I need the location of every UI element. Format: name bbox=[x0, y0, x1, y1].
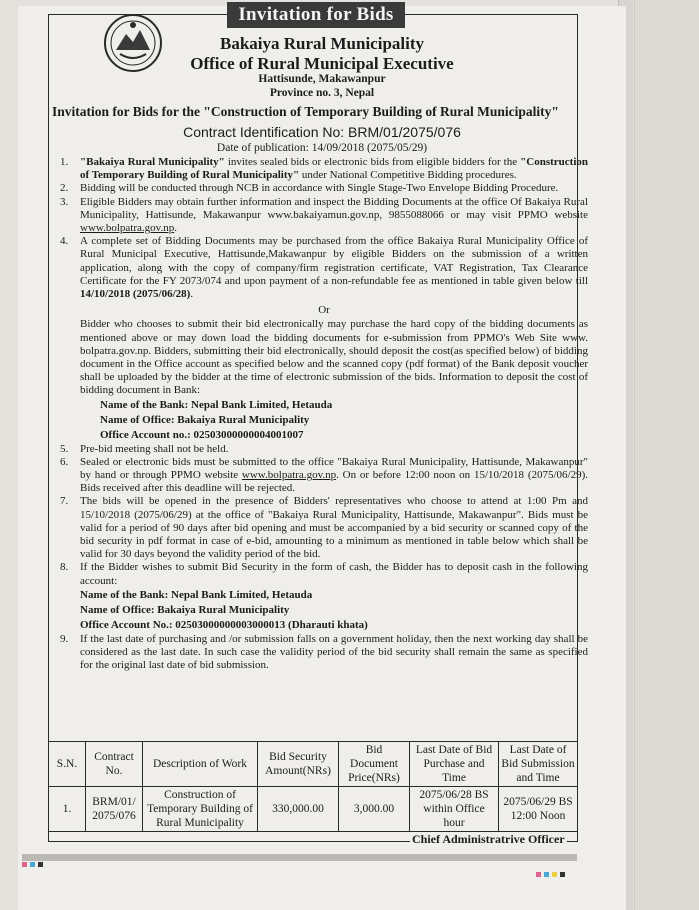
clause-2: 2. Bidding will be conducted through NCB in accordance with Single Stage-Two Envelope Bidding Procedure. bbox=[60, 182, 559, 195]
clause-1: 1. "Bakaiya Rural Municipality" invites sealed bids or electronic bids from eligible bidders for the "Construction of Temporary Building of Rural Municipality" under National Competitive Bidding procedures. bbox=[60, 156, 588, 182]
print-color-marks-right bbox=[536, 864, 568, 870]
table-cell: 1. bbox=[49, 787, 86, 832]
bank-details-bid-security: Name of the Bank: Nepal Bank Limited, Hetauda Name of Office: Bakaiya Rural Municipality Office Account No.: 02503000000003000013 (Dharauti khata) bbox=[80, 588, 368, 631]
notice-subject: Invitation for Bids for the "Construction of Temporary Building of Rural Municipality" bbox=[52, 104, 559, 119]
office-address: Hattisunde, Makawanpur bbox=[258, 73, 386, 85]
contract-identification: Contract Identification No: BRM/01/2075/076 bbox=[183, 124, 461, 140]
office-name: Office of Rural Municipal Executive bbox=[190, 54, 454, 73]
signatory-title: Chief Administratrive Officer bbox=[412, 832, 565, 846]
table-cell: 2075/06/29 BS 12:00 Noon bbox=[499, 787, 578, 832]
clause-4-electronic: Bidder who chooses to submit their bid electronically may purchase the hard copy of the bidding documents as mentioned above or may down load the bidding documents for e-submission from PPMO's Web Site www. bolpatra.gov.np. Bidders, submitting their bid electronically, should deposit the cost(as specified below) of bidding document in the Office account as specified below and the scanned copy (pdf format) of the Bank deposit voucher shall be uploaded by the bidder at the time of electronic submission of the bids. Information to deposit the cost of bidding document in Bank: bbox=[80, 318, 588, 397]
ppmo-website-link[interactable]: www.bolpatra.gov.np bbox=[241, 469, 337, 482]
table-cell: BRM/01/ 2075/076 bbox=[86, 787, 143, 832]
newspaper-notice bbox=[18, 6, 626, 910]
column-header: Last Date of Bid Purchase and Time bbox=[410, 742, 499, 787]
bank-details-document-fee: Name of the Bank: Nepal Bank Limited, Hetauda Name of Office: Bakaiya Rural Municipality Office Account no.: 02503000000004001007 bbox=[100, 398, 333, 441]
province: Province no. 3, Nepal bbox=[269, 87, 375, 99]
column-header: Bid Security Amount(NRs) bbox=[258, 742, 339, 787]
print-color-marks-left bbox=[22, 854, 46, 860]
table-row bbox=[49, 787, 578, 832]
municipality-name: Bakaiya Rural Municipality bbox=[219, 34, 425, 53]
table-cell: 3,000.00 bbox=[339, 787, 410, 832]
column-header: Last Date of Bid Submission and Time bbox=[499, 742, 578, 787]
clause-5: 5. Pre-bid meeting shall not be held. bbox=[60, 442, 229, 455]
column-header: Contract No. bbox=[86, 742, 143, 787]
table-header-row bbox=[49, 742, 578, 787]
clause-4: 4. A complete set of Bidding Documents may be purchased from the office Bakaiya Rural Municipality Office of Rural Municipal Executive, Hattisunde,Makawanpur by eligible Bidders on the submission of a written application, along with the copy of company/firm registration certificate, VAT Registration, Tax Clearance Certificate for the FY 2073/074 and upon payment of a non-refundable fee as mentioned in table given below till 14/10/2018 (2075/06/28). bbox=[60, 235, 588, 301]
clause-8: 8. If the Bidder wishes to submit Bid Security in the form of cash, the Bidder has to deposit cash in the following account: bbox=[60, 561, 588, 587]
ppmo-website-link[interactable]: www.bolpatra.gov.np bbox=[80, 222, 175, 235]
notice-banner: Invitation for Bids bbox=[227, 2, 405, 28]
clause-6: 6. Sealed or electronic bids must be submitted to the office "Bakaiya Rural Municipality, Hattisunde, Makawanpur" by hand or through PPMO website www.bolpatra.gov.np. On or before 12:00 noon on 15/10/2018 (2075/06/29). Bids received after this deadline will be rejected. bbox=[60, 455, 589, 495]
page-stack-edge bbox=[634, 0, 699, 910]
table-cell: Construction of Temporary Building of Rural Municipality bbox=[143, 787, 258, 832]
table-cell: 330,000.00 bbox=[258, 787, 339, 832]
column-header: Bid Document Price(NRs) bbox=[339, 742, 410, 787]
table-cell: 2075/06/28 BS within Office hour bbox=[410, 787, 499, 832]
column-header: Description of Work bbox=[143, 742, 258, 787]
publication-date: Date of publication: 14/09/2018 (2075/05/29) bbox=[216, 142, 428, 154]
clause-9: 9. If the last date of purchasing and /or submission falls on a government holiday, then the next working day shall be considered as the last date. In such case the validity period of the bid security shall remain the same as specified for the original last date of bid submission. bbox=[60, 632, 588, 672]
clause-7: 7. The bids will be opened in the presence of Bidders' representatives who choose to attend at 1:00 Pm and 15/10/2018 (2075/06/29) at the office of "Bakaiya Rural Municipality, Hattisunde, Makawanpur". Bids must be valid for a period of 90 days after bid opening and must be accompanied by a bid security or scanned copy of the bid security in pdf format in case of e-bid, amounting to a minimum as mentioned in table below which shall be valid for 30 days beyond the validity period of the bid. bbox=[60, 495, 588, 561]
clause-3: 3. Eligible Bidders may obtain further information and inspect the Bidding Documents at the office Of Bakaiya Rural Municipality, Hattisunde, Makawanpur www.bakaiyamun.gov.np, 9855088066 or may visit PPMO website www.bolpatra.gov.np. bbox=[60, 195, 588, 235]
column-header: S.N. bbox=[49, 742, 86, 787]
or-separator: Or bbox=[318, 304, 330, 317]
bid-details-table bbox=[48, 741, 578, 832]
notice-body bbox=[60, 156, 588, 673]
print-registration-strip bbox=[22, 854, 577, 861]
